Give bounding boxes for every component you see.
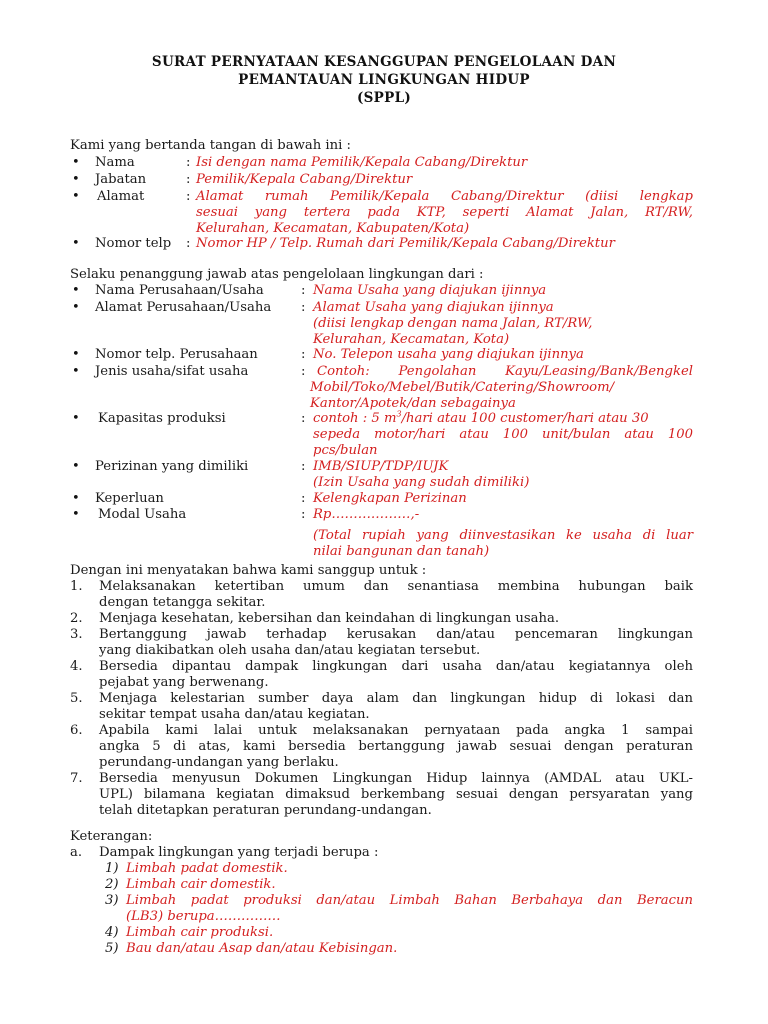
capacity-suffix: /hari atau 100 customer/hari atau 30 <box>401 411 649 426</box>
note-4: Limbah cair produksi. <box>126 925 274 940</box>
note-num: 2) <box>105 877 119 892</box>
colon: : <box>301 491 306 506</box>
business-label-type: Jenis usaha/sifat usaha <box>95 364 249 379</box>
business-value-type-line-2: Mobil/Toko/Mebel/Butik/Catering/Showroom/ <box>310 380 615 395</box>
commitment-4-line-1: Bersedia dipantau dampak lingkungan dari usaha dan/atau kegiatannya oleh <box>99 659 693 674</box>
business-value-name: Nama Usaha yang diajukan ijinnya <box>313 283 547 298</box>
colon: : <box>301 364 306 379</box>
commitment-6-line-1: Apabila kami lalai untuk melaksanakan pernyataan pada angka 1 sampai <box>99 723 693 738</box>
colon: : <box>301 507 306 522</box>
commitment-num: 7. <box>70 771 83 786</box>
capacity-prefix: contoh : 5 m <box>313 411 397 426</box>
business-label-capacity: Kapasitas produksi <box>98 411 226 426</box>
note-3-line-2: (LB3) berupa…………… <box>126 909 281 924</box>
business-label-purpose: Keperluan <box>95 491 164 506</box>
commitment-3-line-1: Bertanggung jawab terhadap kerusakan dan/atau pencemaran lingkungan <box>99 627 693 642</box>
commitment-5-line-2: sekitar tempat usaha dan/atau kegiatan. <box>99 707 370 722</box>
commitment-2-line-1: Menjaga kesehatan, kebersihan dan keindahan di lingkungan usaha. <box>99 611 560 626</box>
superscript: 3 <box>396 409 402 419</box>
colon: : <box>186 172 191 187</box>
note-5: Bau dan/atau Asap dan/atau Kebisingan. <box>126 941 398 956</box>
commitment-num: 6. <box>70 723 83 738</box>
business-label-name: Nama Perusahaan/Usaha <box>95 283 264 298</box>
commitment-7-line-2: UPL) bilamana kegiatan dimaksud berkembang sesuai dengan persyaratan yang <box>99 787 693 802</box>
colon: : <box>301 300 306 315</box>
colon: : <box>301 283 306 298</box>
bullet-icon: • <box>72 459 80 474</box>
colon: : <box>186 236 191 251</box>
commitment-num: 4. <box>70 659 83 674</box>
signer-value-phone: Nomor HP / Telp. Rumah dari Pemilik/Kepala Cabang/Direktur <box>196 236 615 251</box>
signer-value-address-line-2: sesuai yang tertera pada KTP, seperti Alamat Jalan, RT/RW, <box>196 205 693 220</box>
signer-label-address: Alamat <box>97 189 145 204</box>
business-value-address-line-3: Kelurahan, Kecamatan, Kota) <box>313 332 510 347</box>
signer-intro: Kami yang bertanda tangan di bawah ini : <box>70 138 351 153</box>
bullet-icon: • <box>72 507 80 522</box>
notes-a-text: Dampak lingkungan yang terjadi berupa : <box>99 845 379 860</box>
commitment-6-line-2: angka 5 di atas, kami bersedia bertanggung jawab sesuai dengan peraturan <box>99 739 693 754</box>
commitment-num: 3. <box>70 627 83 642</box>
bullet-icon: • <box>72 411 80 426</box>
business-label-address: Alamat Perusahaan/Usaha <box>95 300 272 315</box>
business-value-capital-note-2: nilai bangunan dan tanah) <box>313 544 490 559</box>
signer-value-name: Isi dengan nama Pemilik/Kepala Cabang/Direktur <box>196 155 528 170</box>
business-value-capacity-line-1 <box>313 411 649 427</box>
signer-value-position: Pemilik/Kepala Cabang/Direktur <box>196 172 413 187</box>
note-2: Limbah cair domestik. <box>126 877 276 892</box>
bullet-icon: • <box>72 347 80 362</box>
note-3-line-1: Limbah padat produksi dan/atau Limbah Bahan Berbahaya dan Beracun <box>126 893 693 908</box>
business-value-permits-line-1: IMB/SIUP/TDP/IUJK <box>313 459 449 474</box>
business-label-phone: Nomor telp. Perusahaan <box>95 347 258 362</box>
commitment-1-line-1: Melaksanakan ketertiban umum dan senantiasa membina hubungan baik <box>99 579 693 594</box>
commitment-3-line-2: yang diakibatkan oleh usaha dan/atau kegiatan tersebut. <box>99 643 481 658</box>
notes-a-label: a. <box>70 845 83 860</box>
signer-value-address-line-3: Kelurahan, Kecamatan, Kabupaten/Kota) <box>196 221 470 236</box>
business-label-permits: Perizinan yang dimiliki <box>95 459 249 474</box>
bullet-icon: • <box>72 300 80 315</box>
title-line-2: PEMANTAUAN LINGKUNGAN HIDUP <box>238 72 530 88</box>
bullet-icon: • <box>72 236 80 251</box>
business-value-capital-note-1: (Total rupiah yang diinvestasikan ke usaha di luar <box>313 528 693 543</box>
commitment-num: 5. <box>70 691 83 706</box>
business-value-capacity-line-2: sepeda motor/hari atau 100 unit/bulan atau 100 <box>313 427 693 442</box>
signer-label-name: Nama <box>95 155 135 170</box>
bullet-icon: • <box>72 172 80 187</box>
note-num: 1) <box>105 861 119 876</box>
bullet-icon: • <box>72 283 80 298</box>
colon: : <box>301 459 306 474</box>
commitment-1-line-2: dengan tetangga sekitar. <box>99 595 266 610</box>
note-num: 4) <box>105 925 119 940</box>
notes-heading: Keterangan: <box>70 829 153 844</box>
title-line-1: SURAT PERNYATAAN KESANGGUPAN PENGELOLAAN DAN <box>151 54 617 70</box>
colon: : <box>186 189 191 204</box>
colon: : <box>301 411 306 426</box>
business-value-phone: No. Telepon usaha yang diajukan ijinnya <box>313 347 584 362</box>
signer-value-address-line-1: Alamat rumah Pemilik/Kepala Cabang/Direktur (diisi lengkap <box>196 189 693 204</box>
note-num: 3) <box>105 893 119 908</box>
bullet-icon: • <box>72 155 80 170</box>
commitment-num: 1. <box>70 579 83 594</box>
business-value-address-line-2: (diisi lengkap dengan nama Jalan, RT/RW, <box>313 316 593 331</box>
business-value-type-line-1: Contoh: Pengolahan Kayu/Leasing/Bank/Bengkel <box>317 364 693 379</box>
note-1: Limbah padat domestik. <box>126 861 288 876</box>
title-line-3: (SPPL) <box>356 90 412 106</box>
business-value-capacity-line-3: pcs/bulan <box>313 443 378 458</box>
business-intro: Selaku penanggung jawab atas pengelolaan lingkungan dari : <box>70 267 484 282</box>
commitment-6-line-3: perundang-undangan yang berlaku. <box>99 755 339 770</box>
bullet-icon: • <box>72 491 80 506</box>
bullet-icon: • <box>72 364 80 379</box>
commitment-num: 2. <box>70 611 83 626</box>
note-num: 5) <box>105 941 119 956</box>
business-value-type-line-3: Kantor/Apotek/dan sebagainya <box>310 396 516 411</box>
business-label-capital: Modal Usaha <box>98 507 187 522</box>
business-value-capital: Rp………………,- <box>313 507 420 522</box>
signer-label-position: Jabatan <box>95 172 147 187</box>
commitment-4-line-2: pejabat yang berwenang. <box>99 675 269 690</box>
bullet-icon: • <box>72 189 80 204</box>
commitment-7-line-1: Bersedia menyusun Dokumen Lingkungan Hidup lainnya (AMDAL atau UKL- <box>99 771 693 786</box>
colon: : <box>186 155 191 170</box>
signer-label-phone: Nomor telp <box>95 236 172 251</box>
business-value-purpose: Kelengkapan Perizinan <box>313 491 467 506</box>
commitment-5-line-1: Menjaga kelestarian sumber daya alam dan lingkungan hidup di lokasi dan <box>99 691 693 706</box>
commitments-intro: Dengan ini menyatakan bahwa kami sanggup untuk : <box>70 563 427 578</box>
business-value-permits-line-2: (Izin Usaha yang sudah dimiliki) <box>313 475 530 490</box>
business-value-address-line-1: Alamat Usaha yang diajukan ijinnya <box>313 300 554 315</box>
commitment-7-line-3: telah ditetapkan peraturan perundang-undangan. <box>99 803 432 818</box>
colon: : <box>301 347 306 362</box>
